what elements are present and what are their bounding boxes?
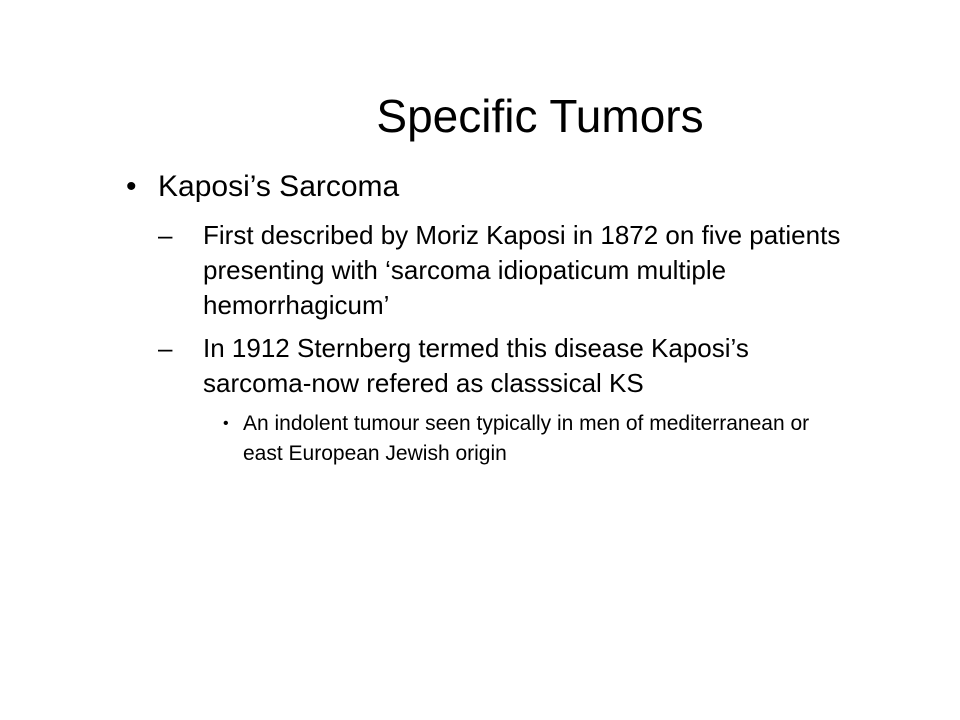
bullet-item-kaposis-sarcoma (118, 168, 908, 206)
slide-title: Specific Tumors (376, 90, 704, 142)
dash-icon: – (158, 333, 173, 363)
sub-bullet-text: In 1912 Sternberg termed this disease Kaposi’s sarcoma-now refered as classsical KS (203, 333, 749, 398)
sub-sub-bullet-text: An indolent tumour seen typically in men of mediterranean or east European Jewish origin (243, 412, 810, 465)
dash-icon: – (158, 220, 173, 250)
sub-bullet-item-sternberg (158, 331, 863, 401)
sub-sub-bullet-item-indolent-tumour (223, 409, 843, 469)
bullet-text: Kaposi’s Sarcoma (158, 170, 400, 203)
bullet-icon: • (126, 170, 137, 203)
bullet-icon: • (223, 415, 229, 432)
sub-bullet-item-first-described (158, 218, 863, 323)
slide-content (118, 168, 908, 469)
sub-bullet-text: First described by Moriz Kaposi in 1872 on five patients presenting with ‘sarcoma idiopaticum multiple hemorrhagicum’ (203, 220, 841, 320)
